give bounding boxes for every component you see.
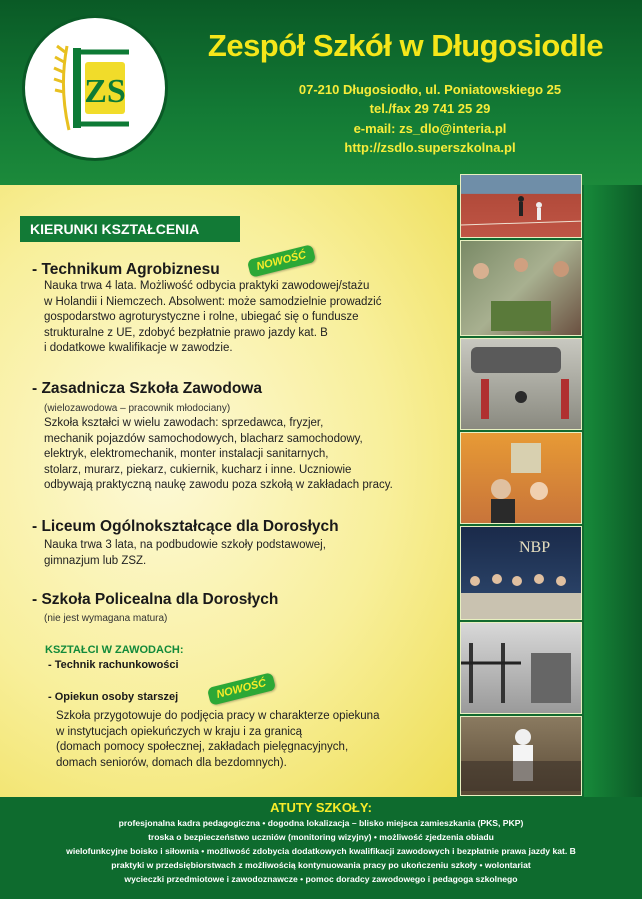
footer-line: troska o bezpieczeństwo uczniów (monitoring wizyjny) • możliwość zjedzenia obiadu [148, 832, 494, 842]
footer-line: wycieczki przedmiotowe i zawodoznawcze • pomoc doradcy zawodowego i pedagoga szkolnego [124, 874, 518, 884]
students-icon [461, 241, 582, 336]
course-desc-lo-adults: Nauka trwa 3 lata, na podbudowie szkoły podstawowej, gimnazjum lub ZSZ. [44, 539, 326, 567]
photo-sports-field [460, 174, 582, 238]
profession-elderly-carer-desc: Szkoła przygotowuje do podjęcia pracy w charakterze opiekuna w instytucjach opiekuńczych w kraju i za granicą (domach pomocy społecznej, zakładach pielęgnacyjnych, domach seniorów, domach dla bezdomnych). [56, 710, 380, 769]
professions-heading: KSZTAŁCI W ZAWODACH: [45, 644, 184, 656]
footer-line: profesjonalna kadra pedagogiczna • dogodna lokalizacja – blisko miejsca zamieszkania (PKS, PKP) [118, 818, 524, 828]
photo-hairdresser [460, 432, 582, 524]
photo-agriculture-class [460, 240, 582, 336]
sports-players-icon [461, 175, 582, 238]
course-note-vocational: (wielozawodowa – pracownik młodociany) [44, 403, 231, 414]
photo-gym [460, 622, 582, 714]
course-title-agribusiness: - Technikum Agrobiznesu [32, 261, 220, 278]
profession-accountant: - Technik rachunkowości [48, 659, 179, 671]
photo-nbp-visit [460, 526, 582, 620]
section-title: KIERUNKI KSZTAŁCENIA [20, 216, 240, 242]
course-desc-vocational: Szkoła kształci w wielu zawodach: sprzedawca, fryzjer, mechanik pojazdów samochodowych, blacharz samochodowy, elektryk, elektromechanik, monter instalacji sanitarnych, stolarz, murarz, piekarz, cukiernik, kucharz i inne. Uczniowie odbywają praktyczną naukę zawodu poza szkołą w zakładach pracy. [44, 417, 393, 491]
car-lift-icon [461, 339, 582, 430]
footer-title: ATUTY SZKOŁY: [270, 800, 372, 815]
gym-equipment-icon [461, 623, 582, 714]
course-title-postsecondary: - Szkoła Policealna dla Dorosłych [32, 591, 279, 608]
profession-elderly-carer: - Opiekun osoby starszej [48, 691, 179, 703]
decor-band [584, 185, 642, 797]
photo-car-workshop [460, 338, 582, 430]
baker-icon [461, 717, 582, 796]
hairdresser-icon [461, 433, 582, 524]
footer-line: wielofunkcyjne boisko i siłownia • możliwość zdobycia dodatkowych kwalifikacji zawodowych i bezpłatnie prawa jazdy kat. B [66, 846, 576, 856]
photo-bakery [460, 716, 582, 796]
course-note-postsecondary: (nie jest wymagana matura) [44, 613, 168, 624]
course-title-vocational: - Zasadnicza Szkoła Zawodowa [32, 380, 262, 397]
course-desc-agribusiness: Nauka trwa 4 lata. Możliwość odbycia praktyki zawodowej/stażu w Holandii i Niemczech. Absolwent: może samodzielnie prowadzić gospodarstwo agroturystyczne i rolne, ubiegać się o fundusze strukturalne z UE, zdobyć bezpłatnie prawo jazdy kat. B i dodatkowe kwalifikacje w zawodzie. [44, 280, 382, 354]
nbp-logo-text: NBP [519, 539, 551, 556]
website-url[interactable]: http://zsdlo.superszkolna.pl [344, 140, 516, 155]
footer-line: praktyki w przedsiębiorstwach z możliwością kontynuowania pracy po ukończeniu szkoły • wolontariat [111, 860, 531, 870]
address: 07-210 Długosiodło, ul. Poniatowskiego 25 [298, 82, 562, 97]
email[interactable]: e-mail: zs_dlo@interia.pl [353, 121, 507, 136]
svg-text:ZS: ZS [84, 73, 126, 110]
phone: tel./fax 29 741 25 29 [369, 101, 491, 116]
course-title-lo-adults: - Liceum Ogólnokształcące dla Dorosłych [32, 518, 339, 535]
new-badge: NOWOŚĆ [247, 244, 316, 278]
school-logo [25, 18, 165, 158]
new-badge-2: NOWOŚĆ [207, 672, 276, 706]
logo-emblem-icon [25, 18, 165, 158]
school-name: Zespół Szkół w Długosiodle [207, 28, 604, 63]
